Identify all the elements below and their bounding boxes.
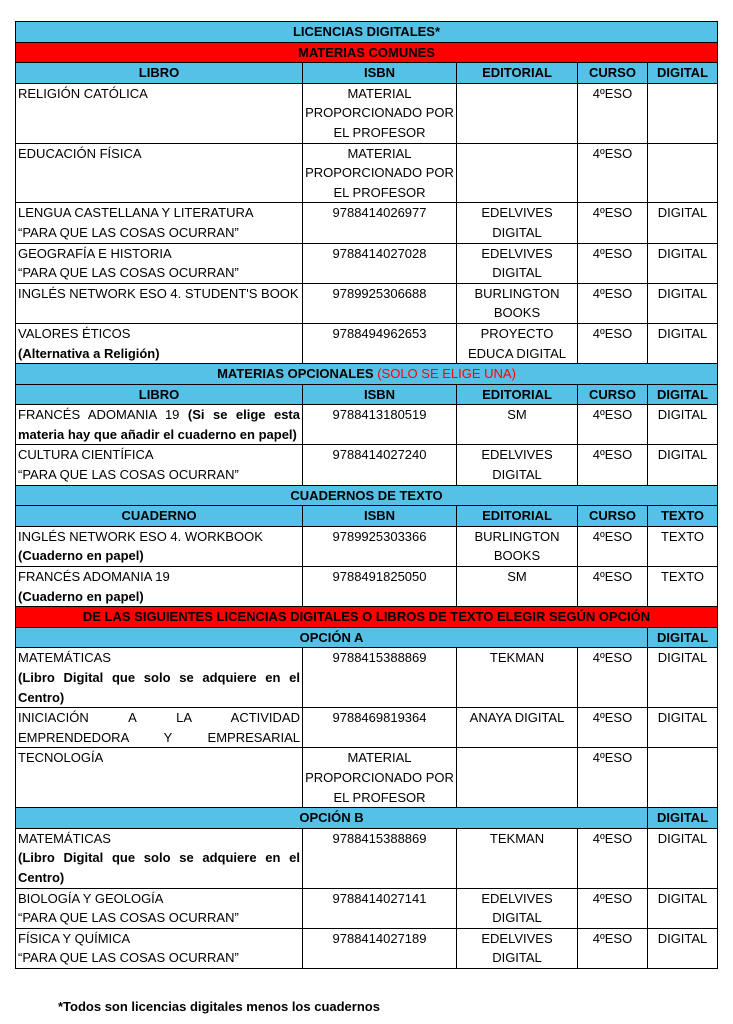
col-header-isbn: ISBN: [303, 384, 457, 405]
book-note: (Cuaderno en papel): [18, 548, 144, 564]
col-header-digital: DIGITAL: [648, 384, 718, 405]
book-title: CULTURA CIENTÍFICA: [18, 447, 154, 463]
cell-libro: [16, 203, 303, 243]
table-row: [16, 203, 718, 243]
cell-isbn: 9788469819364: [303, 708, 457, 748]
cell-isbn: 9788415388869: [303, 828, 457, 888]
col-header-digital: DIGITAL: [648, 627, 718, 648]
option-b-title: OPCIÓN B: [16, 808, 648, 829]
section-title-row: [16, 364, 718, 385]
cell-libro: [16, 405, 303, 445]
book-note: (Libro Digital que solo se adquiere en el Centro): [18, 850, 300, 885]
cell-editorial: BURLINGTON BOOKS: [457, 526, 578, 566]
cell-curso: 4ºESO: [578, 648, 648, 708]
table-row: [16, 283, 718, 323]
main-title: LICENCIAS DIGITALES*: [16, 22, 718, 43]
option-a-title: OPCIÓN A: [16, 627, 648, 648]
cell-isbn: 9788494962653: [303, 323, 457, 363]
book-subtitle: “PARA QUE LAS COSAS OCURRAN”: [18, 467, 239, 483]
cell-digital: [648, 143, 718, 203]
cell-digital: DIGITAL: [648, 445, 718, 485]
cell-isbn: 9788414027028: [303, 243, 457, 283]
book-title: FRANCÉS ADOMANIA 19: [18, 569, 170, 585]
book-note: (Alternativa a Religión): [18, 345, 160, 361]
cell-editorial: EDELVIVES DIGITAL: [457, 203, 578, 243]
table-row: [16, 445, 718, 485]
cell-digital: DIGITAL: [648, 828, 718, 888]
col-header-isbn: ISBN: [303, 63, 457, 84]
col-header-libro: LIBRO: [16, 384, 303, 405]
book-title: MATEMÁTICAS: [18, 830, 111, 846]
col-header-isbn: ISBN: [303, 506, 457, 527]
cell-isbn: 9788414027141: [303, 888, 457, 928]
book-title: INGLÉS NETWORK ESO 4. WORKBOOK: [18, 528, 263, 544]
option-header-row: [16, 627, 718, 648]
cell-editorial: EDELVIVES DIGITAL: [457, 888, 578, 928]
table-row: [16, 243, 718, 283]
book-list-table: [15, 21, 718, 969]
cell-curso: 4ºESO: [578, 405, 648, 445]
cell-curso: 4ºESO: [578, 526, 648, 566]
cell-isbn: 9789925306688: [303, 283, 457, 323]
cell-editorial: BURLINGTON BOOKS: [457, 283, 578, 323]
book-subtitle: “PARA QUE LAS COSAS OCURRAN”: [18, 910, 239, 926]
cell-editorial: EDELVIVES DIGITAL: [457, 445, 578, 485]
cell-isbn: MATERIAL PROPORCIONADO POR EL PROFESOR: [303, 143, 457, 203]
cell-curso: 4ºESO: [578, 143, 648, 203]
cell-curso: 4ºESO: [578, 928, 648, 968]
main-title-row: [16, 22, 718, 43]
cell-editorial: PROYECTO EDUCA DIGITAL: [457, 323, 578, 363]
book-title: MATEMÁTICAS: [18, 650, 111, 666]
book-title: VALORES ÉTICOS: [18, 325, 131, 341]
cell-libro: [16, 888, 303, 928]
col-header-editorial: EDITORIAL: [457, 506, 578, 527]
cell-isbn: 9788414026977: [303, 203, 457, 243]
cell-libro: [16, 828, 303, 888]
cell-curso: 4ºESO: [578, 567, 648, 607]
cell-editorial: ANAYA DIGITAL: [457, 708, 578, 748]
cell-libro: [16, 445, 303, 485]
book-subtitle: “PARA QUE LAS COSAS OCURRAN”: [18, 265, 239, 281]
book-title: FÍSICA Y QUÍMICA: [18, 930, 131, 946]
col-header-libro: LIBRO: [16, 63, 303, 84]
cell-editorial: EDELVIVES DIGITAL: [457, 243, 578, 283]
cell-isbn: 9788415388869: [303, 648, 457, 708]
cell-libro: [16, 323, 303, 363]
cell-isbn: 9788491825050: [303, 567, 457, 607]
cell-libro: [16, 567, 303, 607]
column-header-row: [16, 384, 718, 405]
cell-texto: TEXTO: [648, 526, 718, 566]
cell-curso: 4ºESO: [578, 283, 648, 323]
cell-curso: 4ºESO: [578, 708, 648, 748]
col-header-digital: DIGITAL: [648, 63, 718, 84]
col-header-texto: TEXTO: [648, 506, 718, 527]
cell-libro: [16, 243, 303, 283]
cell-isbn: 9788413180519: [303, 405, 457, 445]
col-header-editorial: EDITORIAL: [457, 63, 578, 84]
column-header-row: [16, 506, 718, 527]
cell-digital: DIGITAL: [648, 203, 718, 243]
cell-editorial: [457, 143, 578, 203]
option-header-row: [16, 808, 718, 829]
cell-curso: 4ºESO: [578, 323, 648, 363]
cell-libro: RELIGIÓN CATÓLICA: [16, 83, 303, 143]
table-row: [16, 888, 718, 928]
table-row: [16, 405, 718, 445]
table-row: [16, 143, 718, 203]
section-title-comunes: MATERIAS COMUNES: [16, 42, 718, 63]
cell-digital: DIGITAL: [648, 243, 718, 283]
cell-digital: DIGITAL: [648, 928, 718, 968]
cell-isbn: 9788414027189: [303, 928, 457, 968]
table-row: [16, 648, 718, 708]
table-row: [16, 708, 718, 748]
column-header-row: [16, 63, 718, 84]
cell-editorial: SM: [457, 405, 578, 445]
book-subtitle: “PARA QUE LAS COSAS OCURRAN”: [18, 950, 239, 966]
cell-editorial: [457, 83, 578, 143]
cell-curso: 4ºESO: [578, 83, 648, 143]
cell-libro: [16, 928, 303, 968]
table-row: [16, 526, 718, 566]
cell-digital: DIGITAL: [648, 648, 718, 708]
cell-curso: 4ºESO: [578, 203, 648, 243]
cell-digital: DIGITAL: [648, 708, 718, 748]
section-title-row: [16, 485, 718, 506]
book-note: (Libro Digital que solo se adquiere en el Centro): [18, 670, 300, 705]
cell-texto: TEXTO: [648, 567, 718, 607]
table-row: [16, 83, 718, 143]
cell-libro: INICIACIÓN A LA ACTIVIDAD EMPRENDEDORA Y EMPRESARIAL: [16, 708, 303, 748]
section-title-row: [16, 607, 718, 628]
table-row: [16, 828, 718, 888]
cell-libro: EDUCACIÓN FÍSICA: [16, 143, 303, 203]
table-row: [16, 748, 718, 808]
book-title: GEOGRAFÍA E HISTORIA: [18, 245, 172, 261]
cell-digital: [648, 748, 718, 808]
book-title: BIOLOGÍA Y GEOLOGÍA: [18, 890, 164, 906]
cell-digital: DIGITAL: [648, 888, 718, 928]
book-note: (Si se elige esta materia hay que añadir el cuaderno en papel): [18, 407, 300, 442]
cell-digital: DIGITAL: [648, 405, 718, 445]
cell-isbn: MATERIAL PROPORCIONADO POR EL PROFESOR: [303, 748, 457, 808]
cell-libro: INGLÉS NETWORK ESO 4. STUDENT'S BOOK: [16, 283, 303, 323]
section-title-text: MATERIAS OPCIONALES: [217, 366, 378, 382]
cell-editorial: SM: [457, 567, 578, 607]
section-title-note: (SOLO SE ELIGE UNA): [377, 366, 516, 382]
cell-libro: [16, 648, 303, 708]
book-note: (Cuaderno en papel): [18, 588, 144, 604]
col-header-cuaderno: CUADERNO: [16, 506, 303, 527]
cell-digital: [648, 83, 718, 143]
section-title-eleccion: DE LAS SIGUIENTES LICENCIAS DIGITALES O LIBROS DE TEXTO ELEGIR SEGÚN OPCIÓN: [16, 607, 718, 628]
footnote: *Todos son licencias digitales menos los cuadernos: [58, 999, 380, 1014]
book-title: LENGUA CASTELLANA Y LITERATURA: [18, 205, 254, 221]
cell-libro: TECNOLOGÍA: [16, 748, 303, 808]
cell-isbn: 9788414027240: [303, 445, 457, 485]
cell-isbn: MATERIAL PROPORCIONADO POR EL PROFESOR: [303, 83, 457, 143]
col-header-editorial: EDITORIAL: [457, 384, 578, 405]
col-header-digital: DIGITAL: [648, 808, 718, 829]
cell-editorial: [457, 748, 578, 808]
section-title-row: [16, 42, 718, 63]
cell-editorial: EDELVIVES DIGITAL: [457, 928, 578, 968]
table-row: [16, 567, 718, 607]
table-row: [16, 928, 718, 968]
col-header-curso: CURSO: [578, 506, 648, 527]
cell-libro: [16, 526, 303, 566]
cell-digital: DIGITAL: [648, 323, 718, 363]
book-subtitle: “PARA QUE LAS COSAS OCURRAN”: [18, 224, 239, 240]
section-title-cuadernos: CUADERNOS DE TEXTO: [16, 485, 718, 506]
col-header-curso: CURSO: [578, 63, 648, 84]
book-title: FRANCÉS ADOMANIA 19: [18, 407, 188, 423]
table-row: [16, 323, 718, 363]
cell-isbn: 9789925303366: [303, 526, 457, 566]
cell-curso: 4ºESO: [578, 828, 648, 888]
cell-editorial: TEKMAN: [457, 648, 578, 708]
cell-editorial: TEKMAN: [457, 828, 578, 888]
cell-digital: DIGITAL: [648, 283, 718, 323]
cell-curso: 4ºESO: [578, 445, 648, 485]
col-header-curso: CURSO: [578, 384, 648, 405]
section-title-opcionales: [16, 364, 718, 385]
cell-curso: 4ºESO: [578, 748, 648, 808]
cell-curso: 4ºESO: [578, 243, 648, 283]
cell-curso: 4ºESO: [578, 888, 648, 928]
